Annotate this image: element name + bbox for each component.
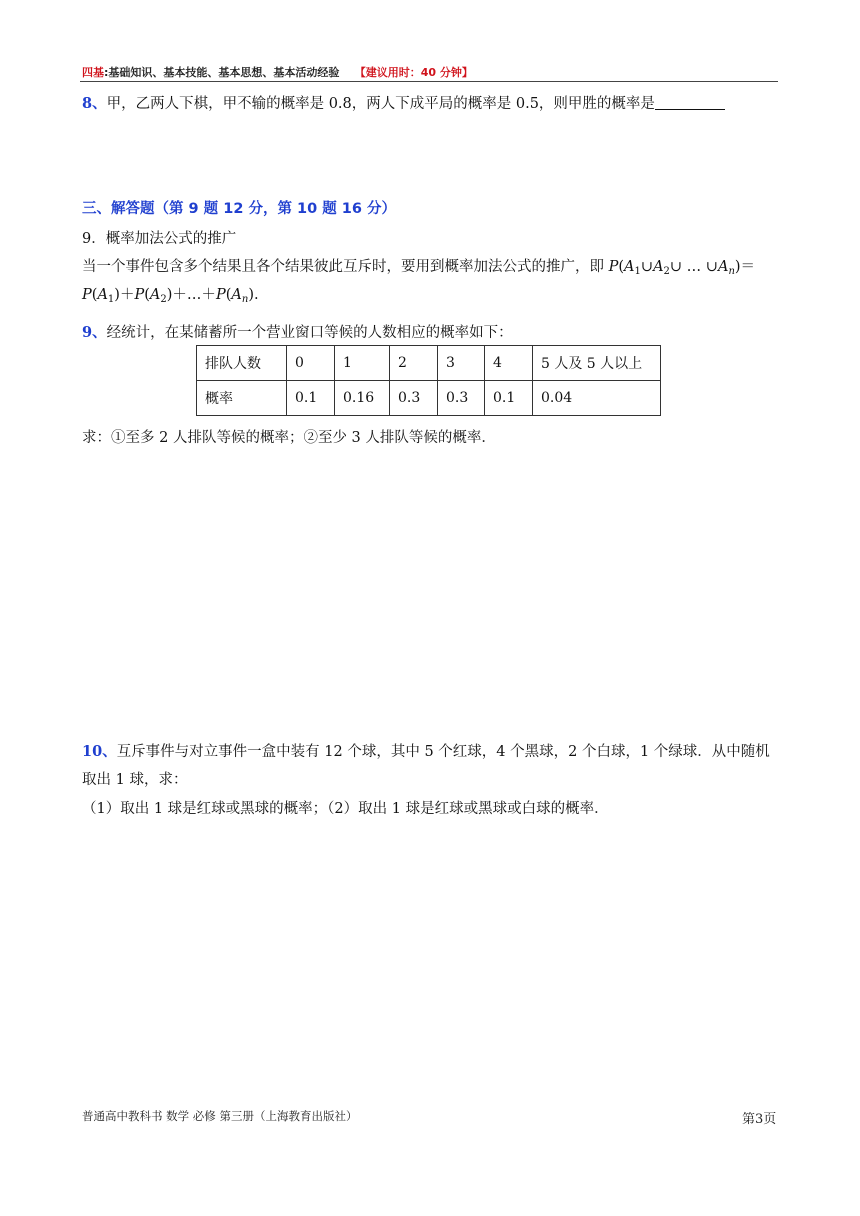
table-cell: 0.1 xyxy=(287,381,335,416)
probability-table xyxy=(196,345,661,416)
table-cell: 0.04 xyxy=(533,381,661,416)
table-cell: 0.3 xyxy=(390,381,438,416)
table-cell: 0 xyxy=(287,346,335,381)
section-3-heading: 三、解答题（第 9 题 12 分，第 10 题 16 分） xyxy=(82,201,397,217)
formula-a: A xyxy=(717,259,729,275)
q8-number: 8 xyxy=(82,95,93,112)
header-topics: 基础知识、基本技能、基本思想、基本活动经验 xyxy=(108,66,340,79)
formula-sub: n xyxy=(728,266,735,277)
formula-p: P xyxy=(608,259,619,275)
q10-number: 10 xyxy=(82,743,103,760)
formula-a: A xyxy=(231,287,242,303)
table-row xyxy=(197,346,661,381)
question-8 xyxy=(82,92,725,113)
note-9-title: 9．概率加法公式的推广 xyxy=(82,231,237,247)
q9-number: 9 xyxy=(82,324,93,341)
formula-p: P xyxy=(82,287,92,303)
formula-a: A xyxy=(653,259,664,275)
formula-p: P xyxy=(134,287,145,303)
formula-a: A xyxy=(624,259,635,275)
note-9-formula-b xyxy=(82,283,259,304)
table-cell: 0.16 xyxy=(335,381,390,416)
table-cell: 1 xyxy=(335,346,390,381)
q9-ask: 求：①至多 2 人排队等候的概率；②至少 3 人排队等候的概率． xyxy=(82,430,496,446)
formula-close: ). xyxy=(248,287,259,303)
page-header xyxy=(82,64,473,80)
formula-paren: ( xyxy=(225,287,232,303)
formula-sub: 2 xyxy=(663,266,670,277)
header-time-hint: 【建议用时：40 分钟】 xyxy=(354,66,473,79)
formula-union: ∪ xyxy=(640,259,654,275)
q10-line3: （1）取出 1 球是红球或黑球的概率；（2）取出 1 球是红球或黑球或白球的概率． xyxy=(82,801,609,817)
q9-text: 经统计，在某储蓄所一个营业窗口等候的人数相应的概率如下： xyxy=(106,325,513,341)
note-9-text: 当一个事件包含多个结果且各个结果彼此互斥时，要用到概率加法公式的推广，即 xyxy=(82,259,604,275)
header-rule xyxy=(80,81,778,82)
formula-sub: 1 xyxy=(634,266,641,277)
formula-paren: ( xyxy=(618,259,625,275)
formula-p: P xyxy=(215,287,226,303)
q8-text: 甲，乙两人下棋，甲不输的概率是 0.8，两人下成平局的概率是 0.5，则甲胜的概率是 xyxy=(106,96,655,112)
footer-book: 普通高中教科书 数学 必修 第三册（上海教育出版社） xyxy=(82,1109,358,1123)
table-row xyxy=(197,381,661,416)
table-cell: 3 xyxy=(438,346,485,381)
formula-sub: 1 xyxy=(107,294,115,305)
table-cell: 0.3 xyxy=(438,381,485,416)
formula-union: ∪ … ∪ xyxy=(669,259,718,275)
formula-close: )＝ xyxy=(734,259,756,275)
header-colon: : xyxy=(104,66,109,79)
formula-plus: )＋…＋ xyxy=(166,287,216,303)
q9-sep: 、 xyxy=(92,324,107,341)
formula-paren: ( xyxy=(91,287,98,303)
formula-a: A xyxy=(149,287,161,303)
formula-paren: ( xyxy=(144,287,150,303)
table-cell: 0.1 xyxy=(485,381,533,416)
q8-answer-blank xyxy=(655,95,725,110)
q10-line1: 互斥事件与对立事件一盒中装有 12 个球，其中 5 个红球，4 个黑球，2 个白球，1 个绿球．从中随机 xyxy=(116,744,770,760)
question-10 xyxy=(82,740,770,761)
note-9-formula-a xyxy=(609,259,755,275)
q8-sep: 、 xyxy=(92,95,107,112)
table-cell: 5 人及 5 人以上 xyxy=(533,346,661,381)
formula-plus: )＋ xyxy=(114,287,135,303)
footer-page-number: 第3页 xyxy=(742,1112,777,1127)
formula-sub: n xyxy=(241,294,249,305)
q10-sep: 、 xyxy=(102,743,117,760)
table-cell: 2 xyxy=(390,346,438,381)
table-cell: 4 xyxy=(485,346,533,381)
question-9 xyxy=(82,321,513,342)
q10-line2: 取出 1 球，求： xyxy=(82,772,188,788)
formula-sub: 2 xyxy=(160,294,167,305)
table-cell: 概率 xyxy=(197,381,287,416)
formula-a: A xyxy=(97,287,108,303)
table-cell: 排队人数 xyxy=(197,346,287,381)
header-label: 四基 xyxy=(82,66,104,79)
note-9-line1 xyxy=(82,255,755,276)
